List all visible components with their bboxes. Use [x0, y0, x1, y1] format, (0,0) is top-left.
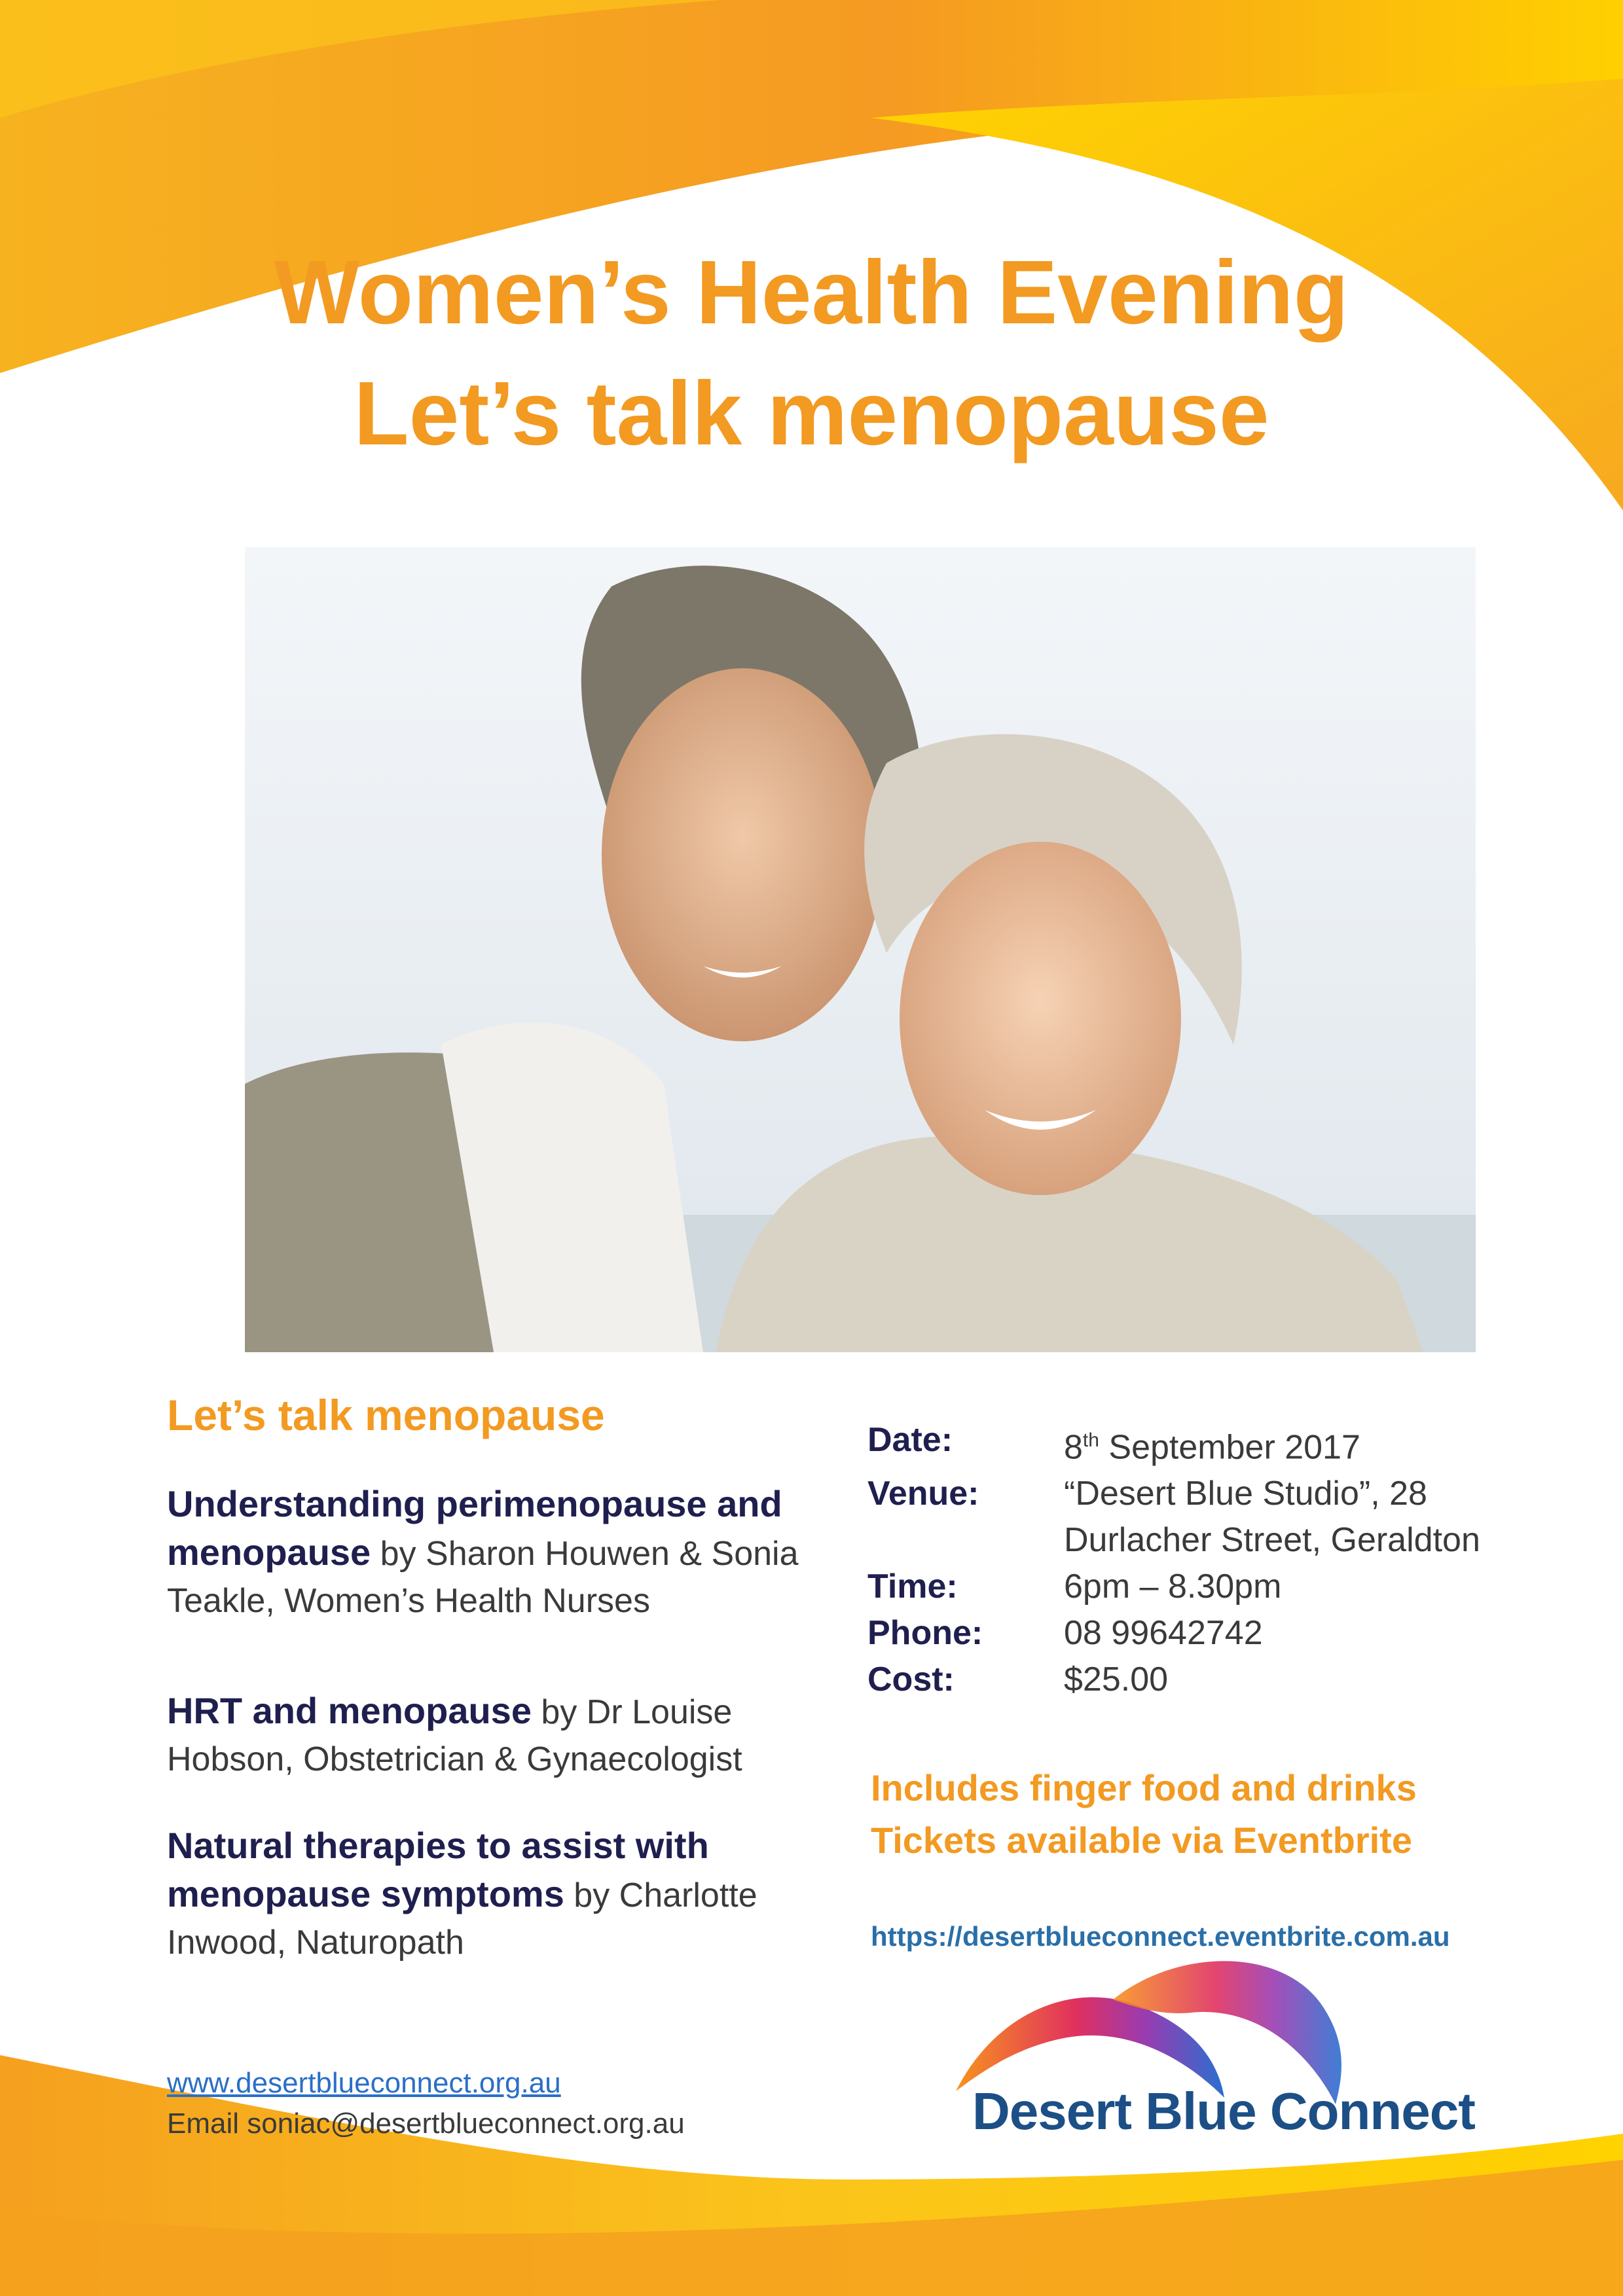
- talk-title: HRT and menopause: [167, 1690, 532, 1731]
- phone-label: Phone:: [867, 1614, 983, 1653]
- email-label: Email: [167, 2108, 240, 2140]
- talk-item: [167, 1687, 835, 1783]
- detail-row-date: [867, 1417, 1522, 1471]
- venue-value: “Desert Blue Studio”, 28 Durlacher Street, Geraldton: [1064, 1475, 1480, 1560]
- phone-value: 08 99642742: [1064, 1614, 1263, 1653]
- title-line-1: Women’s Health Evening: [274, 242, 1349, 343]
- time-value: 6pm – 8.30pm: [1064, 1568, 1282, 1606]
- eventbrite-link[interactable]: https://desertblueconnect.eventbrite.com.au: [871, 1921, 1450, 1952]
- detail-row-venue: [867, 1471, 1522, 1564]
- email-address[interactable]: soniac@desertblueconnect.org.au: [247, 2108, 685, 2140]
- venue-label: Venue:: [867, 1475, 979, 1513]
- cost-label: Cost:: [867, 1660, 955, 1699]
- time-label: Time:: [867, 1568, 958, 1606]
- detail-row-cost: [867, 1657, 1522, 1703]
- detail-row-time: [867, 1564, 1522, 1610]
- date-value: 8th September 2017: [1064, 1428, 1360, 1467]
- promo-text: [871, 1762, 1417, 1867]
- email-line: [167, 2104, 685, 2144]
- date-label: Date:: [867, 1421, 953, 1459]
- talk-item: [167, 1480, 835, 1624]
- promo-line-food: Includes finger food and drinks: [871, 1767, 1417, 1808]
- program-heading: Let’s talk menopause: [167, 1391, 605, 1439]
- talk-speaker: by Sharon Houwen & Sonia Teakle, Women’s Health Nurses: [167, 1535, 799, 1620]
- program-section: [167, 1388, 835, 2029]
- hero-photo: [245, 547, 1476, 1352]
- title-line-2: Let’s talk menopause: [354, 363, 1269, 464]
- website-link[interactable]: www.desertblueconnect.org.au: [167, 2067, 561, 2099]
- talk-title: Natural therapies to assist with menopause symptoms: [167, 1825, 709, 1914]
- talk-speaker: by Dr Louise Hobson, Obstetrician & Gynaecologist: [167, 1693, 742, 1778]
- contact-links: [167, 2063, 685, 2144]
- event-details: [867, 1417, 1522, 1703]
- talk-title: Understanding perimenopause and menopause: [167, 1483, 782, 1573]
- poster-title: [0, 232, 1623, 475]
- detail-row-phone: [867, 1610, 1522, 1657]
- promo-line-tickets: Tickets available via Eventbrite: [871, 1820, 1412, 1861]
- cost-value: $25.00: [1064, 1660, 1169, 1699]
- talk-item: [167, 1822, 835, 1966]
- talk-speaker: by Charlotte Inwood, Naturopath: [167, 1876, 757, 1962]
- logo-wordmark: Desert Blue Connect: [972, 2082, 1475, 2140]
